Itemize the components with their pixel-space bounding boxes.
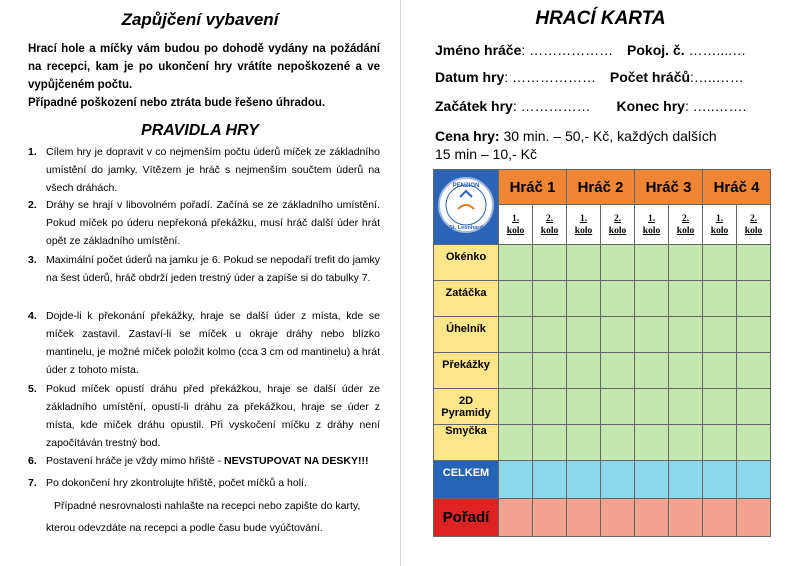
hole-2d-line1: 2D [458, 395, 474, 407]
rank-cell[interactable] [567, 499, 601, 537]
score-cell[interactable] [499, 389, 533, 425]
score-cell[interactable] [669, 281, 703, 317]
rule-number: 4. [28, 310, 37, 322]
rank-label: Pořadí [434, 499, 499, 537]
round-header [635, 205, 669, 245]
score-cell[interactable] [635, 317, 669, 353]
rule-text: Cílem hry je dopravit v co nejmenším počtu úderů míček ze základního umístění do jamky. Vítězem je hráč s nejmenším součtem úderů na všech dráhách. [46, 146, 380, 194]
rank-row [434, 499, 771, 537]
rank-cell[interactable] [601, 499, 635, 537]
note-line-1: Případné nesrovnalosti nahlašte na recepci nebo zapište do karty, [54, 500, 361, 512]
score-card-page [401, 0, 800, 566]
total-cell[interactable] [703, 461, 737, 499]
score-cell[interactable] [669, 317, 703, 353]
total-cell[interactable] [499, 461, 533, 499]
date-label: Datum hry [435, 69, 505, 85]
rule-text-wrap [46, 452, 380, 470]
start-label: Začátek hry [435, 98, 513, 114]
score-cell[interactable] [669, 353, 703, 389]
round-number: 2. [681, 213, 690, 224]
score-cell[interactable] [601, 389, 635, 425]
room-field[interactable]: ……....… [684, 42, 747, 58]
rule-number: 6. [28, 455, 37, 467]
date-field[interactable]: : ……………… [504, 69, 597, 85]
hole-row [434, 281, 771, 317]
end-field[interactable]: : …..……. [684, 98, 747, 114]
start-field[interactable]: : …………… [512, 98, 591, 114]
score-cell[interactable] [669, 245, 703, 281]
score-cell[interactable] [499, 245, 533, 281]
score-table [433, 169, 771, 537]
rule-text: Po dokončení hry zkontrolujte hřiště, počet míčků a holí. [46, 477, 307, 489]
score-cell[interactable] [635, 389, 669, 425]
note-line-2: kterou odevzdáte na recepci a podle času bude vyúčtování. [46, 522, 323, 534]
field-row-3 [435, 98, 746, 114]
score-cell[interactable] [635, 353, 669, 389]
price-label: Cena hry: [435, 128, 500, 144]
count-label: Počet hráčů [609, 69, 691, 85]
rule-text: Dojde-li k překonání překážky, hraje se další úder z místa, kde se míček zastavil. Zastaví-li se míček u okraje dráhy nebo blízko mantinelu, je možné míček položit kolmo (cca 3 cm od mantinelu) a hrát úder z tohoto místa. [46, 310, 380, 376]
price-text-2: 15 min – 10,- Kč [435, 146, 537, 162]
rule-number: 3. [28, 254, 37, 266]
score-card-title: HRACÍ KARTA [535, 8, 666, 29]
hole-label-uhelnik: Úhelník [434, 317, 499, 353]
total-label: CELKEM [434, 461, 499, 499]
round-header [703, 205, 737, 245]
round-header [567, 205, 601, 245]
rank-cell[interactable] [533, 499, 567, 537]
rank-cell[interactable] [669, 499, 703, 537]
rule-1 [28, 143, 380, 197]
rule-6 [28, 452, 380, 470]
rank-cell[interactable] [703, 499, 737, 537]
player-header-2: Hráč 2 [567, 170, 635, 205]
score-cell[interactable] [601, 425, 635, 461]
score-cell[interactable] [533, 317, 567, 353]
damage-text: Případné poškození nebo ztráta bude řešeno úhradou. [28, 97, 326, 109]
score-cell[interactable] [703, 317, 737, 353]
penzion-logo-icon [436, 175, 496, 235]
room-label: Pokoj. č. [627, 42, 685, 58]
rental-title: Zapůjčení vybavení [121, 10, 279, 29]
score-cell[interactable] [737, 353, 771, 389]
round-word: kolo [540, 225, 559, 236]
round-word: kolo [506, 225, 525, 236]
hole-label-zatacka: Zatáčka [434, 281, 499, 317]
score-cell[interactable] [533, 245, 567, 281]
score-cell[interactable] [567, 425, 601, 461]
total-cell[interactable] [567, 461, 601, 499]
round-header [669, 205, 703, 245]
score-cell[interactable] [601, 353, 635, 389]
rank-cell[interactable] [499, 499, 533, 537]
hole-label-2d [434, 389, 499, 425]
total-cell[interactable] [635, 461, 669, 499]
score-cell[interactable] [533, 281, 567, 317]
score-cell[interactable] [533, 389, 567, 425]
round-word: kolo [642, 225, 661, 236]
round-number: 1. [511, 213, 520, 224]
hole-row [434, 353, 771, 389]
price-row-2 [435, 146, 537, 162]
score-cell[interactable] [567, 353, 601, 389]
total-row [434, 461, 771, 499]
hole-row [434, 245, 771, 281]
penzion-logo [434, 170, 499, 245]
total-cell[interactable] [737, 461, 771, 499]
rule-2 [28, 196, 380, 250]
total-cell[interactable] [669, 461, 703, 499]
rule-number: 1. [28, 146, 37, 158]
logo-bottom-text: St. Leonhard [449, 224, 483, 231]
round-number: 1. [715, 213, 724, 224]
score-cell[interactable] [737, 389, 771, 425]
round-word: kolo [710, 225, 729, 236]
score-cell[interactable] [499, 353, 533, 389]
rule-number: 2. [28, 199, 37, 211]
rank-cell[interactable] [635, 499, 669, 537]
score-cell[interactable] [737, 245, 771, 281]
score-cell[interactable] [601, 281, 635, 317]
score-cell[interactable] [567, 245, 601, 281]
hole-2d-line2: Pyramidy [441, 407, 491, 419]
round-header [499, 205, 533, 245]
score-cell[interactable] [499, 317, 533, 353]
field-row-2 [435, 69, 744, 85]
hole-label-okenko: Okénko [434, 245, 499, 281]
rule-4 [28, 307, 380, 379]
score-cell[interactable] [635, 425, 669, 461]
rule-number: 5. [28, 383, 37, 395]
round-word: kolo [676, 225, 695, 236]
score-cell[interactable] [635, 245, 669, 281]
player-field[interactable]: : ……………… [521, 42, 614, 58]
rank-cell[interactable] [737, 499, 771, 537]
logo-top-text: PENZION [452, 182, 480, 189]
round-word: kolo [574, 225, 593, 236]
score-cell[interactable] [601, 245, 635, 281]
score-cell[interactable] [533, 353, 567, 389]
score-cell[interactable] [669, 425, 703, 461]
round-header [737, 205, 771, 245]
rental-text: Hrací hole a míčky vám budou po dohodě vydány na požádání na recepci, kam je po ukončení hry vrátíte nepoškozené a ve vypůjčeném počtu. [28, 43, 380, 91]
player-header-1: Hráč 1 [499, 170, 567, 205]
round-number: 1. [579, 213, 588, 224]
score-cell[interactable] [737, 317, 771, 353]
price-row-1 [435, 128, 717, 144]
score-cell[interactable] [669, 389, 703, 425]
score-cell[interactable] [567, 389, 601, 425]
score-cell[interactable] [635, 281, 669, 317]
round-header [601, 205, 635, 245]
hole-label-smycka: Smyčka [434, 425, 499, 461]
score-cell[interactable] [703, 425, 737, 461]
total-cell[interactable] [533, 461, 567, 499]
score-cell[interactable] [703, 353, 737, 389]
rule-text: Pokud míček opustí dráhu před překážkou, hraje se další úder ze základního umístění, opustí-li dráhu za překážkou, hraje se úder z místa, kde míček dráhu opustil. Při vyskočení míčku z dráhy není započítáván trestný bod. [46, 383, 380, 449]
score-cell[interactable] [703, 389, 737, 425]
rule-text: Maximální počet úderů na jamku je 6. Pokud se nepodaří trefit do jamky na šest úderů, hráč obdrží jeden trestný úder a zapíše si do tabulky 7. [46, 254, 380, 284]
rules-title: PRAVIDLA HRY [141, 122, 259, 139]
score-cell[interactable] [601, 317, 635, 353]
score-cell[interactable] [737, 425, 771, 461]
end-label: Konec hry [616, 98, 685, 114]
rule-7 [28, 474, 380, 492]
count-field[interactable]: :…..…… [690, 69, 744, 85]
rule-text: Postavení hráče je vždy mimo hřiště - [46, 455, 224, 467]
score-cell[interactable] [567, 281, 601, 317]
player-header-4: Hráč 4 [703, 170, 771, 205]
score-cell[interactable] [737, 281, 771, 317]
field-row-1 [435, 42, 746, 58]
rule-number: 7. [28, 477, 37, 489]
score-cell[interactable] [567, 317, 601, 353]
price-text: 30 min. – 50,- Kč, každých dalších [499, 128, 717, 144]
round-number: 2. [749, 213, 758, 224]
player-header-3: Hráč 3 [635, 170, 703, 205]
hole-label-prekazky: Překážky [434, 353, 499, 389]
rule-warning: NEVSTUPOVAT NA DESKY!!! [223, 455, 369, 467]
score-cell[interactable] [499, 425, 533, 461]
round-number: 2. [613, 213, 622, 224]
total-cell[interactable] [601, 461, 635, 499]
rule-text: Dráhy se hrají v libovolném pořadí. Začíná se ze základního umístění. Pokud míček po úderu nepřekoná překážku, musí hráč další úder hrát opět ze základního umístění. [46, 199, 380, 247]
score-cell[interactable] [703, 281, 737, 317]
player-label: Jméno hráče [435, 42, 522, 58]
rule-5 [28, 380, 380, 452]
round-header [533, 205, 567, 245]
hole-row [434, 425, 771, 461]
score-cell[interactable] [533, 425, 567, 461]
rule-3 [28, 251, 380, 287]
round-number: 2. [545, 213, 554, 224]
round-word: kolo [608, 225, 627, 236]
score-cell[interactable] [499, 281, 533, 317]
score-cell[interactable] [703, 245, 737, 281]
round-word: kolo [744, 225, 763, 236]
round-number: 1. [647, 213, 656, 224]
hole-row [434, 389, 771, 425]
rental-intro [28, 40, 380, 112]
hole-row [434, 317, 771, 353]
